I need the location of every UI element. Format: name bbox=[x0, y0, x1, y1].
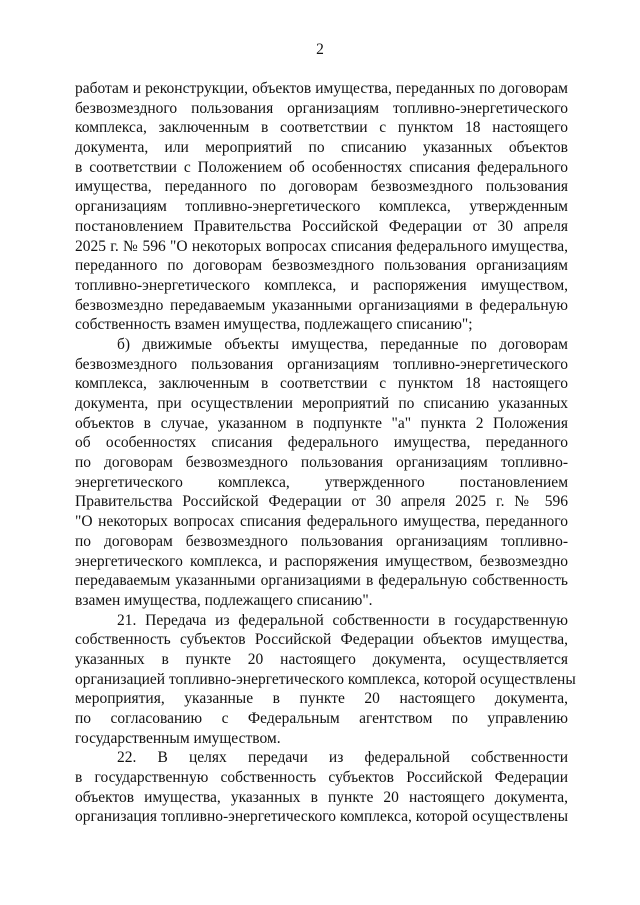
text-line: об особенностях списания федерального имущества, переданного bbox=[75, 434, 568, 452]
paragraph-item-21 bbox=[75, 611, 576, 749]
text-line: в государственную собственность субъектов Российской Федерации bbox=[75, 769, 568, 787]
text-line: б) движимые объекты имущества, переданные по договорам bbox=[117, 335, 568, 353]
text-line: по согласованию с Федеральным агентством по управлению bbox=[75, 710, 568, 727]
text-line: энергетического комплекса, утвержденного постановлением bbox=[75, 473, 568, 491]
text-line: комплекса, заключенным в соответствии с пунктом 18 настоящего bbox=[75, 375, 568, 393]
text-line: 21. Передача из федеральной собственности в государственную bbox=[117, 611, 568, 629]
text-line: безвозмездного пользования организациям топливно-энергетического bbox=[75, 355, 568, 373]
text-line: собственность взамен имущества, подлежащего списанию"; bbox=[75, 316, 473, 334]
page-number: 2 bbox=[316, 41, 324, 58]
text-line: мероприятия, указанные в пункте 20 настоящего документа, bbox=[75, 690, 568, 708]
text-line: организация топливно-энергетического комплекса, которой осуществлены bbox=[75, 808, 568, 826]
text-line: 22. В целях передачи из федеральной собственности bbox=[117, 749, 568, 767]
text-line: в соответствии с Положением об особенностях списания федерального bbox=[75, 158, 568, 176]
text-line: по договорам безвозмездного пользования организациям топливно- bbox=[75, 454, 568, 472]
text-line: Правительства Российской Федерации от 30 апреля 2025 г. № 596 bbox=[75, 493, 568, 511]
text-line: "О некоторых вопросах списания федерального имущества, переданного bbox=[75, 513, 568, 531]
text-line: переданного по договорам безвозмездного пользования организациям bbox=[75, 257, 568, 275]
text-line: безвозмездно передаваемым указанными организациями в федеральную bbox=[75, 296, 568, 314]
text-line: топливно-энергетического комплекса, и распоряжения имуществом, bbox=[75, 276, 568, 294]
text-line: энергетического комплекса, и распоряжения имуществом, безвозмездно bbox=[75, 552, 568, 570]
text-line: передаваемым указанными организациями в федеральную собственность bbox=[75, 572, 568, 590]
document-body bbox=[75, 79, 576, 827]
paragraph-item-22 bbox=[75, 748, 568, 827]
text-line: объектов имущества, указанных в пункте 20 настоящего документа, bbox=[75, 788, 568, 806]
text-line: безвозмездного пользования организациям топливно-энергетического bbox=[75, 99, 568, 117]
paragraph-item-b bbox=[75, 335, 568, 611]
text-line: собственность субъектов Российской Федерации объектов имущества, bbox=[75, 631, 568, 649]
text-line: организацией топливно-энергетического комплекса, которой осуществлены bbox=[75, 670, 576, 688]
text-line: документа, при осуществлении мероприятий по списанию указанных bbox=[75, 395, 568, 412]
text-line: указанных в пункте 20 настоящего документа, осуществляется bbox=[75, 650, 568, 668]
text-line: имущества, переданного по договорам безвозмездного пользования bbox=[75, 178, 568, 196]
text-line: комплекса, заключенным в соответствии с пунктом 18 настоящего bbox=[75, 119, 568, 137]
text-line: взамен имущества, подлежащего списанию". bbox=[75, 591, 373, 609]
text-line: по договорам безвозмездного пользования организациям топливно- bbox=[75, 532, 568, 550]
text-line: документа, или мероприятий по списанию указанных объектов bbox=[75, 139, 568, 157]
text-line: государственным имуществом. bbox=[75, 729, 281, 747]
text-line: постановлением Правительства Российской Федерации от 30 апреля bbox=[75, 217, 568, 235]
text-line: 2025 г. № 596 "О некоторых вопросах списания федерального имущества, bbox=[75, 237, 568, 255]
paragraph-continuation bbox=[75, 79, 568, 335]
text-line: организациям топливно-энергетического комплекса, утвержденным bbox=[75, 198, 568, 216]
text-line: объектов в случае, указанном в подпункте "а" пункта 2 Положения bbox=[75, 414, 568, 432]
text-line: работам и реконструкции, объектов имущества, переданных по договорам bbox=[75, 80, 568, 97]
